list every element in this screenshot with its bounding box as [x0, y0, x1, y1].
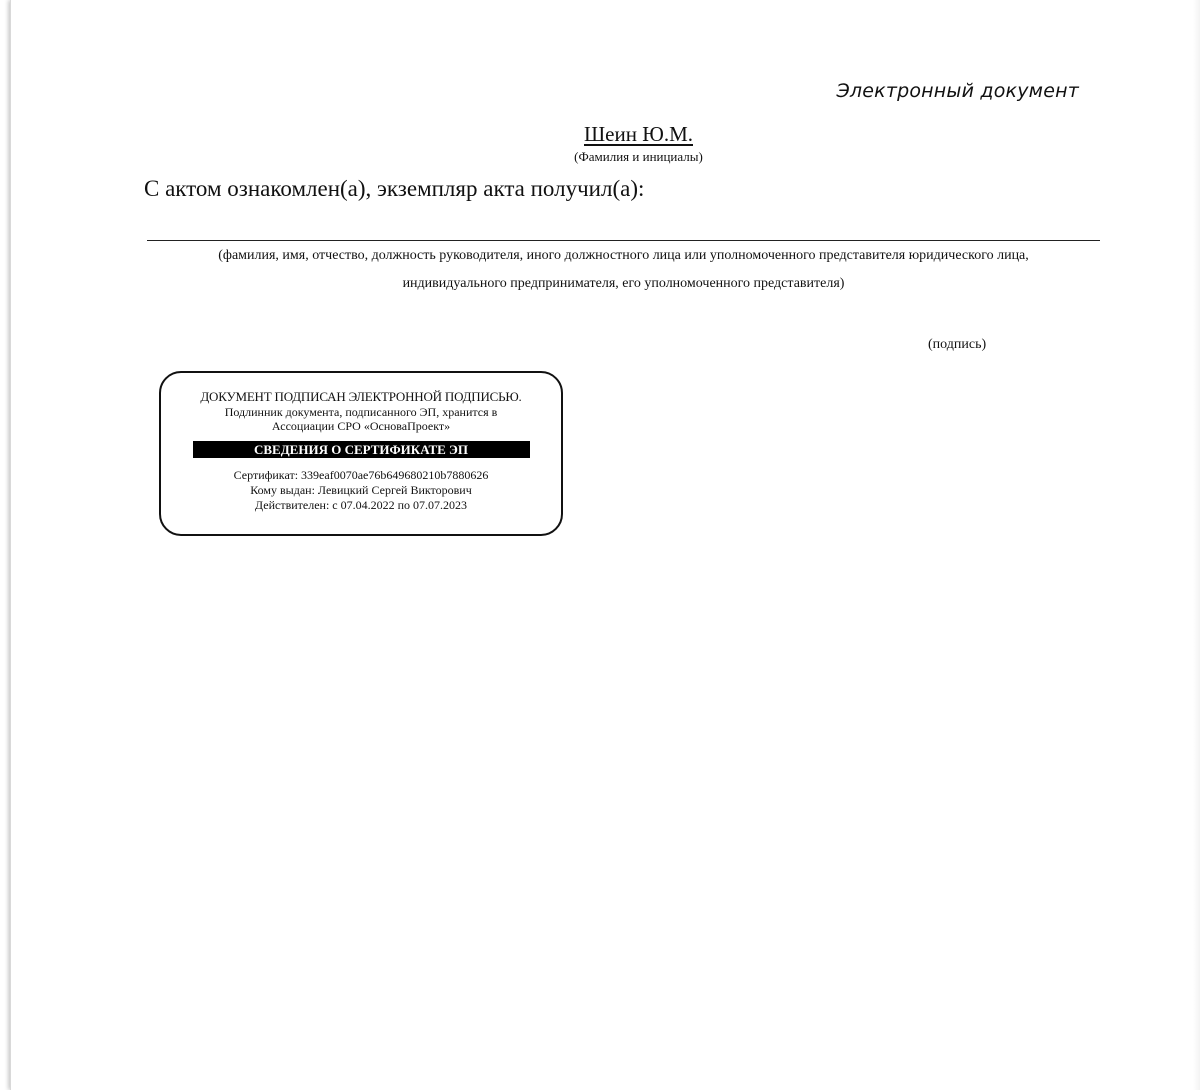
certificate-info [161, 468, 561, 513]
stamp-description-line-1: Подлинник документа, подписанного ЭП, хранится в [224, 405, 498, 419]
certificate-validity: Действителен: с 07.04.2022 по 07.07.2023 [254, 498, 468, 512]
stamp-description [191, 405, 531, 433]
name-block [11, 122, 1200, 165]
stamp-description-line-2: Ассоциации СРО «ОсноваПроект» [271, 419, 451, 433]
official-name: Шеин Ю.М. [584, 122, 693, 146]
recipient-caption-line-2: индивидуального предпринимателя, его уполномоченного представителя) [402, 276, 845, 291]
certificate-header-bar: СВЕДЕНИЯ О СЕРТИФИКАТЕ ЭП [193, 441, 530, 458]
certificate-number: Сертификат: 339eaf0070ae76b649680210b7880626 [233, 468, 489, 482]
recipient-caption-line-1: (фамилия, имя, отчество, должность руководителя, иного должностного лица или уполномоченного представителя юридического лица, [218, 248, 1029, 263]
document-type-label: Электронный документ [836, 80, 1079, 102]
acknowledgement-text: С актом ознакомлен(а), экземпляр акта получил(а): [144, 176, 645, 201]
name-caption: (Фамилия и инициалы) [574, 149, 703, 164]
recipient-signature-line [147, 240, 1100, 241]
stamp-title: ДОКУМЕНТ ПОДПИСАН ЭЛЕКТРОННОЙ ПОДПИСЬЮ. [200, 389, 522, 404]
electronic-signature-stamp [159, 371, 563, 536]
certificate-owner: Кому выдан: Левицкий Сергей Викторович [250, 483, 472, 497]
signature-caption: (подпись) [928, 337, 987, 352]
recipient-line-caption [147, 242, 1100, 298]
document-page [10, 0, 1200, 1090]
